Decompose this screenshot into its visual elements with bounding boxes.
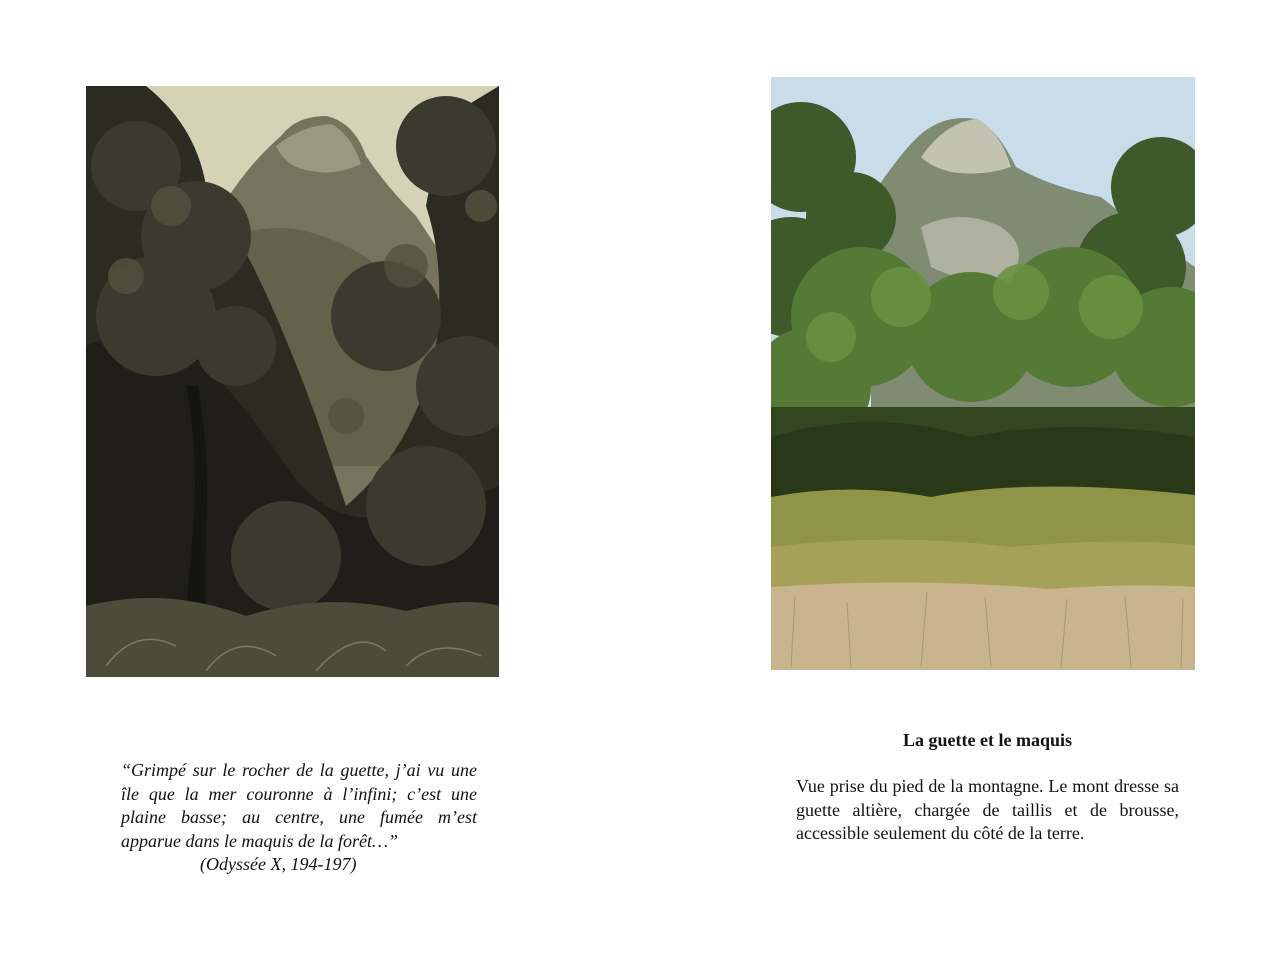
- odyssey-quote: [121, 759, 477, 877]
- caption-title: La guette et le maquis: [903, 730, 1072, 750]
- caption-text: Vue prise du pied de la montagne. Le mont dresse sa guette altière, chargée de taillis et de brousse, accessible seulement du côté de la terre.: [796, 776, 1179, 843]
- quote-text: “Grimpé sur le rocher de la guette, j’ai vu une île que la mer couronne à l’infini; c’est une plaine basse; au centre, une fumée m’est apparue dans le maquis de la forêt…”: [121, 760, 477, 851]
- quote-source: (Odyssée X, 194-197): [200, 854, 357, 874]
- color-mountain-photo-image: [771, 77, 1195, 670]
- bw-mountain-photo-image: [86, 86, 499, 677]
- color-mountain-photo: [771, 77, 1195, 670]
- bw-mountain-photo: [86, 86, 499, 677]
